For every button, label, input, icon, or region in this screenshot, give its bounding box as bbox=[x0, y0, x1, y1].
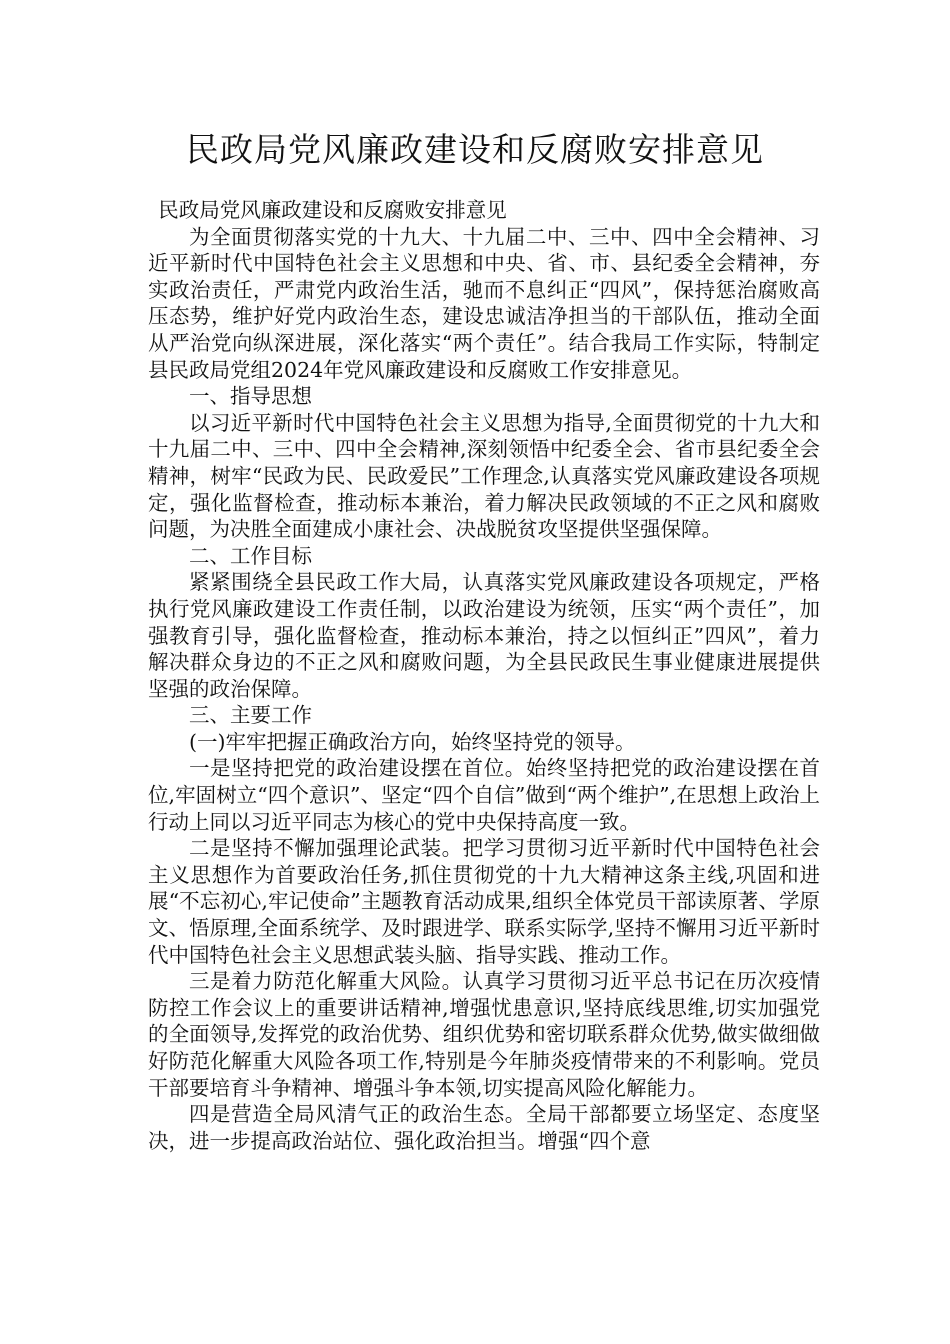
paragraph: 二是坚持不懈加强理论武装。把学习贯彻习近平新时代中国特色社会主义思想作为首要政治任务,抓住贯彻党的十九大精神这条主线,巩固和进展“不忘初心,牢记使命”主题教育活动成果,组织全体党员干部读原著、学原文、悟原理,全面系统学、及时跟进学、联系实际学,坚持不懈用习近平新时代中国特色社会主义思想武装头脑、指导实践、推动工作。 bbox=[148, 836, 820, 967]
paragraph: 紧紧围绕全县民政工作大局，认真落实党风廉政建设各项规定，严格执行党风廉政建设工作责任制，以政治建设为统领，压实“两个责任”，加强教育引导，强化监督检查，推动标本兼治，持之以恒纠正”四风”，着力解决群众身边的不正之风和腐败问题，为全县民政民生事业健康进展提供坚强的政治保障。 bbox=[148, 570, 820, 701]
intro-paragraph: 为全面贯彻落实党的十九大、十九届二中、三中、四中全会精神、习近平新时代中国特色社会主义思想和中央、省、市、县纪委全会精神，夯实政治责任，严肃党内政治生活，驰而不息纠正“四风”，保持惩治腐败高压态势，维护好党内政治生态，建设忠诚洁净担当的干部队伍，推动全面从严治党向纵深进展，深化落实“两个责任”。结合我局工作实际，特制定县民政局党组2024年党风廉政建设和反腐败工作安排意见。 bbox=[148, 224, 820, 382]
paragraph: 以习近平新时代中国特色社会主义思想为指导,全面贯彻党的十九大和十九届二中、三中、四中全会精神,深刻领悟中纪委全会、省市县纪委全会精神，树牢“民政为民、民政爱民”工作理念,认真落实党风廉政建设各项规定，强化监督检查，推动标本兼治，着力解决民政领域的不正之风和腐败问题，为决胜全面建成小康社会、决战脱贫攻坚提供坚强保障。 bbox=[148, 410, 820, 542]
section-heading: 一、指导思想 bbox=[189, 384, 312, 409]
document-body bbox=[148, 197, 820, 1154]
section-heading: 二、工作目标 bbox=[189, 543, 312, 568]
paragraph: 一是坚持把党的政治建设摆在首位。始终坚持把党的政治建设摆在首位,牢固树立“四个意识”、坚定“四个自信”做到“两个维护”,在思想上政治上行动上同以习近平同志为核心的党中央保持高度一致。 bbox=[148, 756, 820, 834]
section-heading: 三、主要工作 bbox=[189, 703, 312, 728]
paragraph: 四是营造全局风清气正的政治生态。全局干部都要立场坚定、态度坚决，进一步提高政治站位、强化政治担当。增强“四个意 bbox=[148, 1102, 820, 1153]
document-subtitle: 民政局党风廉政建设和反腐败安排意见 bbox=[158, 198, 507, 222]
document-title: 民政局党风廉政建设和反腐败安排意见 bbox=[186, 130, 764, 169]
paragraph: 三是着力防范化解重大风险。认真学习贯彻习近平总书记在历次疫情防控工作会议上的重要讲话精神,增强忧患意识,坚持底线思维,切实加强党的全面领导,发挥党的政治优势、组织优势和密切联系群众优势,做实做细做好防范化解重大风险各项工作,特别是今年肺炎疫情带来的不利影响。党员干部要培育斗争精神、增强斗争本领,切实提高风险化解能力。 bbox=[148, 969, 820, 1100]
subsection-heading: (一)牢牢把握正确政治方向，始终坚持党的领导。 bbox=[189, 729, 636, 754]
